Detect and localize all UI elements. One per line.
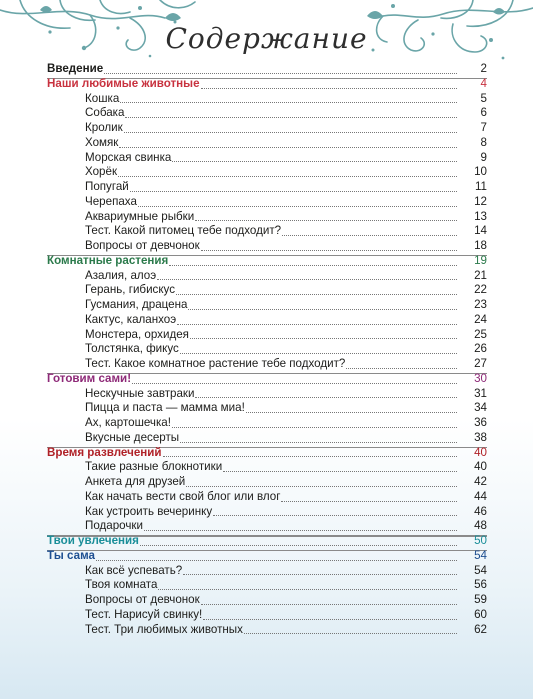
dot-leader: [180, 353, 457, 354]
toc-entry[interactable]: [47, 224, 487, 239]
toc-page-number: 23: [474, 298, 487, 311]
dot-leader: [223, 471, 457, 472]
toc-entry-title: Ты сама: [47, 548, 95, 562]
dot-leader: [195, 220, 457, 221]
toc-entry[interactable]: [47, 519, 487, 534]
toc-entry-title: Черепаха: [85, 194, 137, 208]
toc-entry[interactable]: [47, 505, 487, 520]
toc-page-number: 24: [474, 312, 487, 326]
dot-leader: [281, 501, 457, 502]
dot-leader: [157, 279, 457, 280]
toc-entry[interactable]: [47, 239, 487, 254]
dot-leader: [119, 147, 457, 148]
toc-page-number: 50: [474, 534, 487, 547]
toc-page-number: 26: [474, 342, 487, 356]
toc-entry-title: Тест. Три любимых животных: [85, 622, 243, 636]
toc-entry[interactable]: [47, 342, 487, 357]
toc-entry[interactable]: [47, 313, 487, 328]
toc-page-number: 19: [474, 253, 487, 267]
dot-leader: [104, 73, 457, 74]
toc-section-entry[interactable]: [47, 62, 487, 77]
toc-entry-title: Анкета для друзей: [85, 475, 186, 488]
toc-entry-title: Кошка: [85, 91, 120, 105]
dot-leader: [96, 560, 457, 561]
dot-leader: [282, 235, 457, 236]
page-title: Содержание: [165, 22, 368, 55]
toc-page-number: 14: [474, 224, 487, 238]
dot-leader: [195, 397, 457, 398]
toc-entry-title: Введение: [47, 62, 104, 75]
dot-leader: [144, 530, 457, 531]
toc-page-number: 60: [474, 607, 487, 621]
toc-page-number: 27: [474, 357, 487, 370]
toc-entry[interactable]: [47, 283, 487, 298]
toc-entry[interactable]: [47, 151, 487, 166]
toc-page-number: 38: [474, 430, 487, 444]
toc-entry-title: Тест. Какое комнатное растение тебе подходит?: [85, 357, 346, 370]
toc-page-number: 56: [474, 578, 487, 592]
dot-leader: [124, 132, 457, 133]
toc-page-number: 21: [474, 268, 487, 282]
toc-page-number: 44: [474, 489, 487, 503]
toc-entry[interactable]: [47, 195, 487, 210]
toc-entry-title: Тест. Нарисуй свинку!: [85, 607, 203, 621]
toc-section-entry[interactable]: [47, 446, 487, 461]
dot-leader: [138, 206, 457, 207]
toc-entry-title: Азалия, алоэ: [85, 268, 157, 282]
toc-entry[interactable]: [47, 136, 487, 151]
toc-section-entry[interactable]: [47, 77, 487, 92]
toc-entry-title: Собака: [85, 106, 125, 120]
toc-page-number: 2: [480, 62, 487, 75]
dot-leader: [186, 486, 457, 487]
dot-leader: [246, 412, 457, 413]
toc-entry-title: Комнатные растения: [47, 253, 169, 267]
toc-entry[interactable]: [47, 269, 487, 284]
dot-leader: [183, 574, 457, 575]
dot-leader: [203, 619, 457, 620]
toc-entry[interactable]: [47, 387, 487, 402]
toc-entry-title: Твоя комната: [85, 578, 158, 592]
toc-entry-title: Хорёк: [85, 165, 118, 179]
toc-page-number: 54: [474, 563, 487, 577]
toc-entry[interactable]: [47, 475, 487, 490]
dot-leader: [190, 338, 457, 339]
toc-entry[interactable]: [47, 121, 487, 136]
toc-entry[interactable]: [47, 165, 487, 180]
toc-entry-title: Вопросы от девчонок: [85, 593, 200, 606]
toc-section-entry[interactable]: [47, 254, 487, 269]
toc-page-number: 25: [474, 327, 487, 341]
toc-page-number: 13: [474, 209, 487, 223]
dot-leader: [201, 250, 457, 251]
toc-entry-title: Попугай: [85, 180, 129, 193]
toc-page-number: 4: [480, 76, 487, 90]
toc-page-number: 40: [474, 445, 487, 459]
toc-entry[interactable]: [47, 106, 487, 121]
toc-section-entry[interactable]: [47, 534, 487, 549]
toc-entry[interactable]: [47, 357, 487, 372]
toc-page-number: 5: [480, 91, 487, 105]
toc-section-entry[interactable]: [47, 549, 487, 564]
toc-page-number: 48: [474, 519, 487, 533]
toc-page-number: 8: [480, 135, 487, 149]
toc-entry[interactable]: [47, 490, 487, 505]
dot-leader: [163, 456, 457, 457]
dot-leader: [346, 368, 457, 369]
toc-page-number: 22: [474, 283, 487, 297]
toc-entry-title: Подарочки: [85, 519, 143, 533]
toc-page-number: 7: [480, 121, 487, 134]
dot-leader: [177, 324, 457, 325]
toc-entry-title: Кактус, каланхоэ: [85, 312, 177, 326]
toc-entry-title: Аквариумные рыбки: [85, 209, 195, 223]
toc-entry-title: Хомяк: [85, 135, 119, 149]
dot-leader: [188, 309, 457, 310]
dot-leader: [201, 88, 457, 89]
toc-entry[interactable]: [47, 416, 487, 431]
toc-page-number: 40: [474, 460, 487, 474]
toc-entry[interactable]: [47, 593, 487, 608]
toc-entry[interactable]: [47, 431, 487, 446]
toc-entry-title: Гусмания, драцена: [85, 298, 188, 311]
dot-leader: [120, 102, 457, 103]
toc-entry-title: Как всё успевать?: [85, 563, 183, 577]
dot-leader: [132, 383, 457, 384]
dot-leader: [125, 117, 457, 118]
toc-entry[interactable]: [47, 460, 487, 475]
dot-leader: [201, 604, 457, 605]
dot-leader: [140, 545, 457, 546]
toc-section-entry[interactable]: [47, 372, 487, 387]
toc-entry[interactable]: [47, 298, 487, 313]
toc-page-number: 10: [474, 165, 487, 179]
toc-entry-title: Как начать вести свой блог или влог: [85, 489, 281, 503]
toc-entry-title: Нескучные завтраки: [85, 386, 195, 400]
toc-entry[interactable]: [47, 608, 487, 623]
toc-page-number: 54: [474, 548, 487, 562]
toc-entry-title: Монстера, орхидея: [85, 327, 189, 341]
toc-page-number: 36: [474, 416, 487, 429]
toc-entry[interactable]: [47, 401, 487, 416]
toc-page-number: 31: [474, 386, 487, 400]
toc-page-number: 30: [474, 371, 487, 385]
toc-entry-title: Твои увлечения: [47, 534, 139, 547]
toc-entry-title: Кролик: [85, 121, 123, 134]
dot-leader: [180, 442, 457, 443]
toc-entry[interactable]: [47, 623, 487, 638]
toc-entry-title: Герань, гибискус: [85, 283, 176, 297]
toc-entry[interactable]: [47, 180, 487, 195]
toc-entry-title: Время развлечений: [47, 445, 162, 459]
toc-page-number: 11: [474, 180, 487, 193]
toc-page-number: 12: [474, 194, 487, 208]
toc-entry[interactable]: [47, 564, 487, 579]
toc-page-number: 59: [474, 593, 487, 606]
toc-entry-title: Готовим сами!: [47, 371, 132, 385]
toc-entry-title: Ах, картошечка!: [85, 416, 171, 429]
dot-leader: [213, 515, 457, 516]
toc-page-number: 46: [474, 504, 487, 518]
toc-entry[interactable]: [47, 328, 487, 343]
toc-entry-title: Такие разные блокнотики: [85, 460, 223, 474]
dot-leader: [172, 427, 457, 428]
toc-page-number: 6: [480, 106, 487, 120]
dot-leader: [169, 265, 457, 266]
dot-leader: [176, 294, 457, 295]
toc-entry-title: Пицца и паста — мамма миа!: [85, 401, 245, 415]
toc-page-number: 34: [474, 401, 487, 415]
dot-leader: [244, 633, 457, 634]
toc-entry-title: Морская свинка: [85, 150, 172, 164]
toc-entry-title: Как устроить вечеринку: [85, 504, 213, 518]
toc-page-number: 18: [474, 239, 487, 252]
dot-leader: [172, 161, 457, 162]
dot-leader: [158, 589, 457, 590]
toc-entry-title: Вопросы от девчонок: [85, 239, 200, 252]
toc-page-number: 62: [474, 622, 487, 636]
toc-entry-title: Тест. Какой питомец тебе подходит?: [85, 224, 282, 238]
toc-entry[interactable]: [47, 92, 487, 107]
toc-entry-title: Вкусные десерты: [85, 430, 180, 444]
dot-leader: [130, 191, 457, 192]
toc-entry-title: Толстянка, фикус: [85, 342, 179, 356]
dot-leader: [118, 176, 457, 177]
toc-entry[interactable]: [47, 578, 487, 593]
toc-entry-title: Наши любимые животные: [47, 76, 200, 90]
toc-page-number: 9: [480, 150, 487, 164]
toc-entry[interactable]: [47, 210, 487, 225]
toc-page-number: 42: [474, 475, 487, 488]
